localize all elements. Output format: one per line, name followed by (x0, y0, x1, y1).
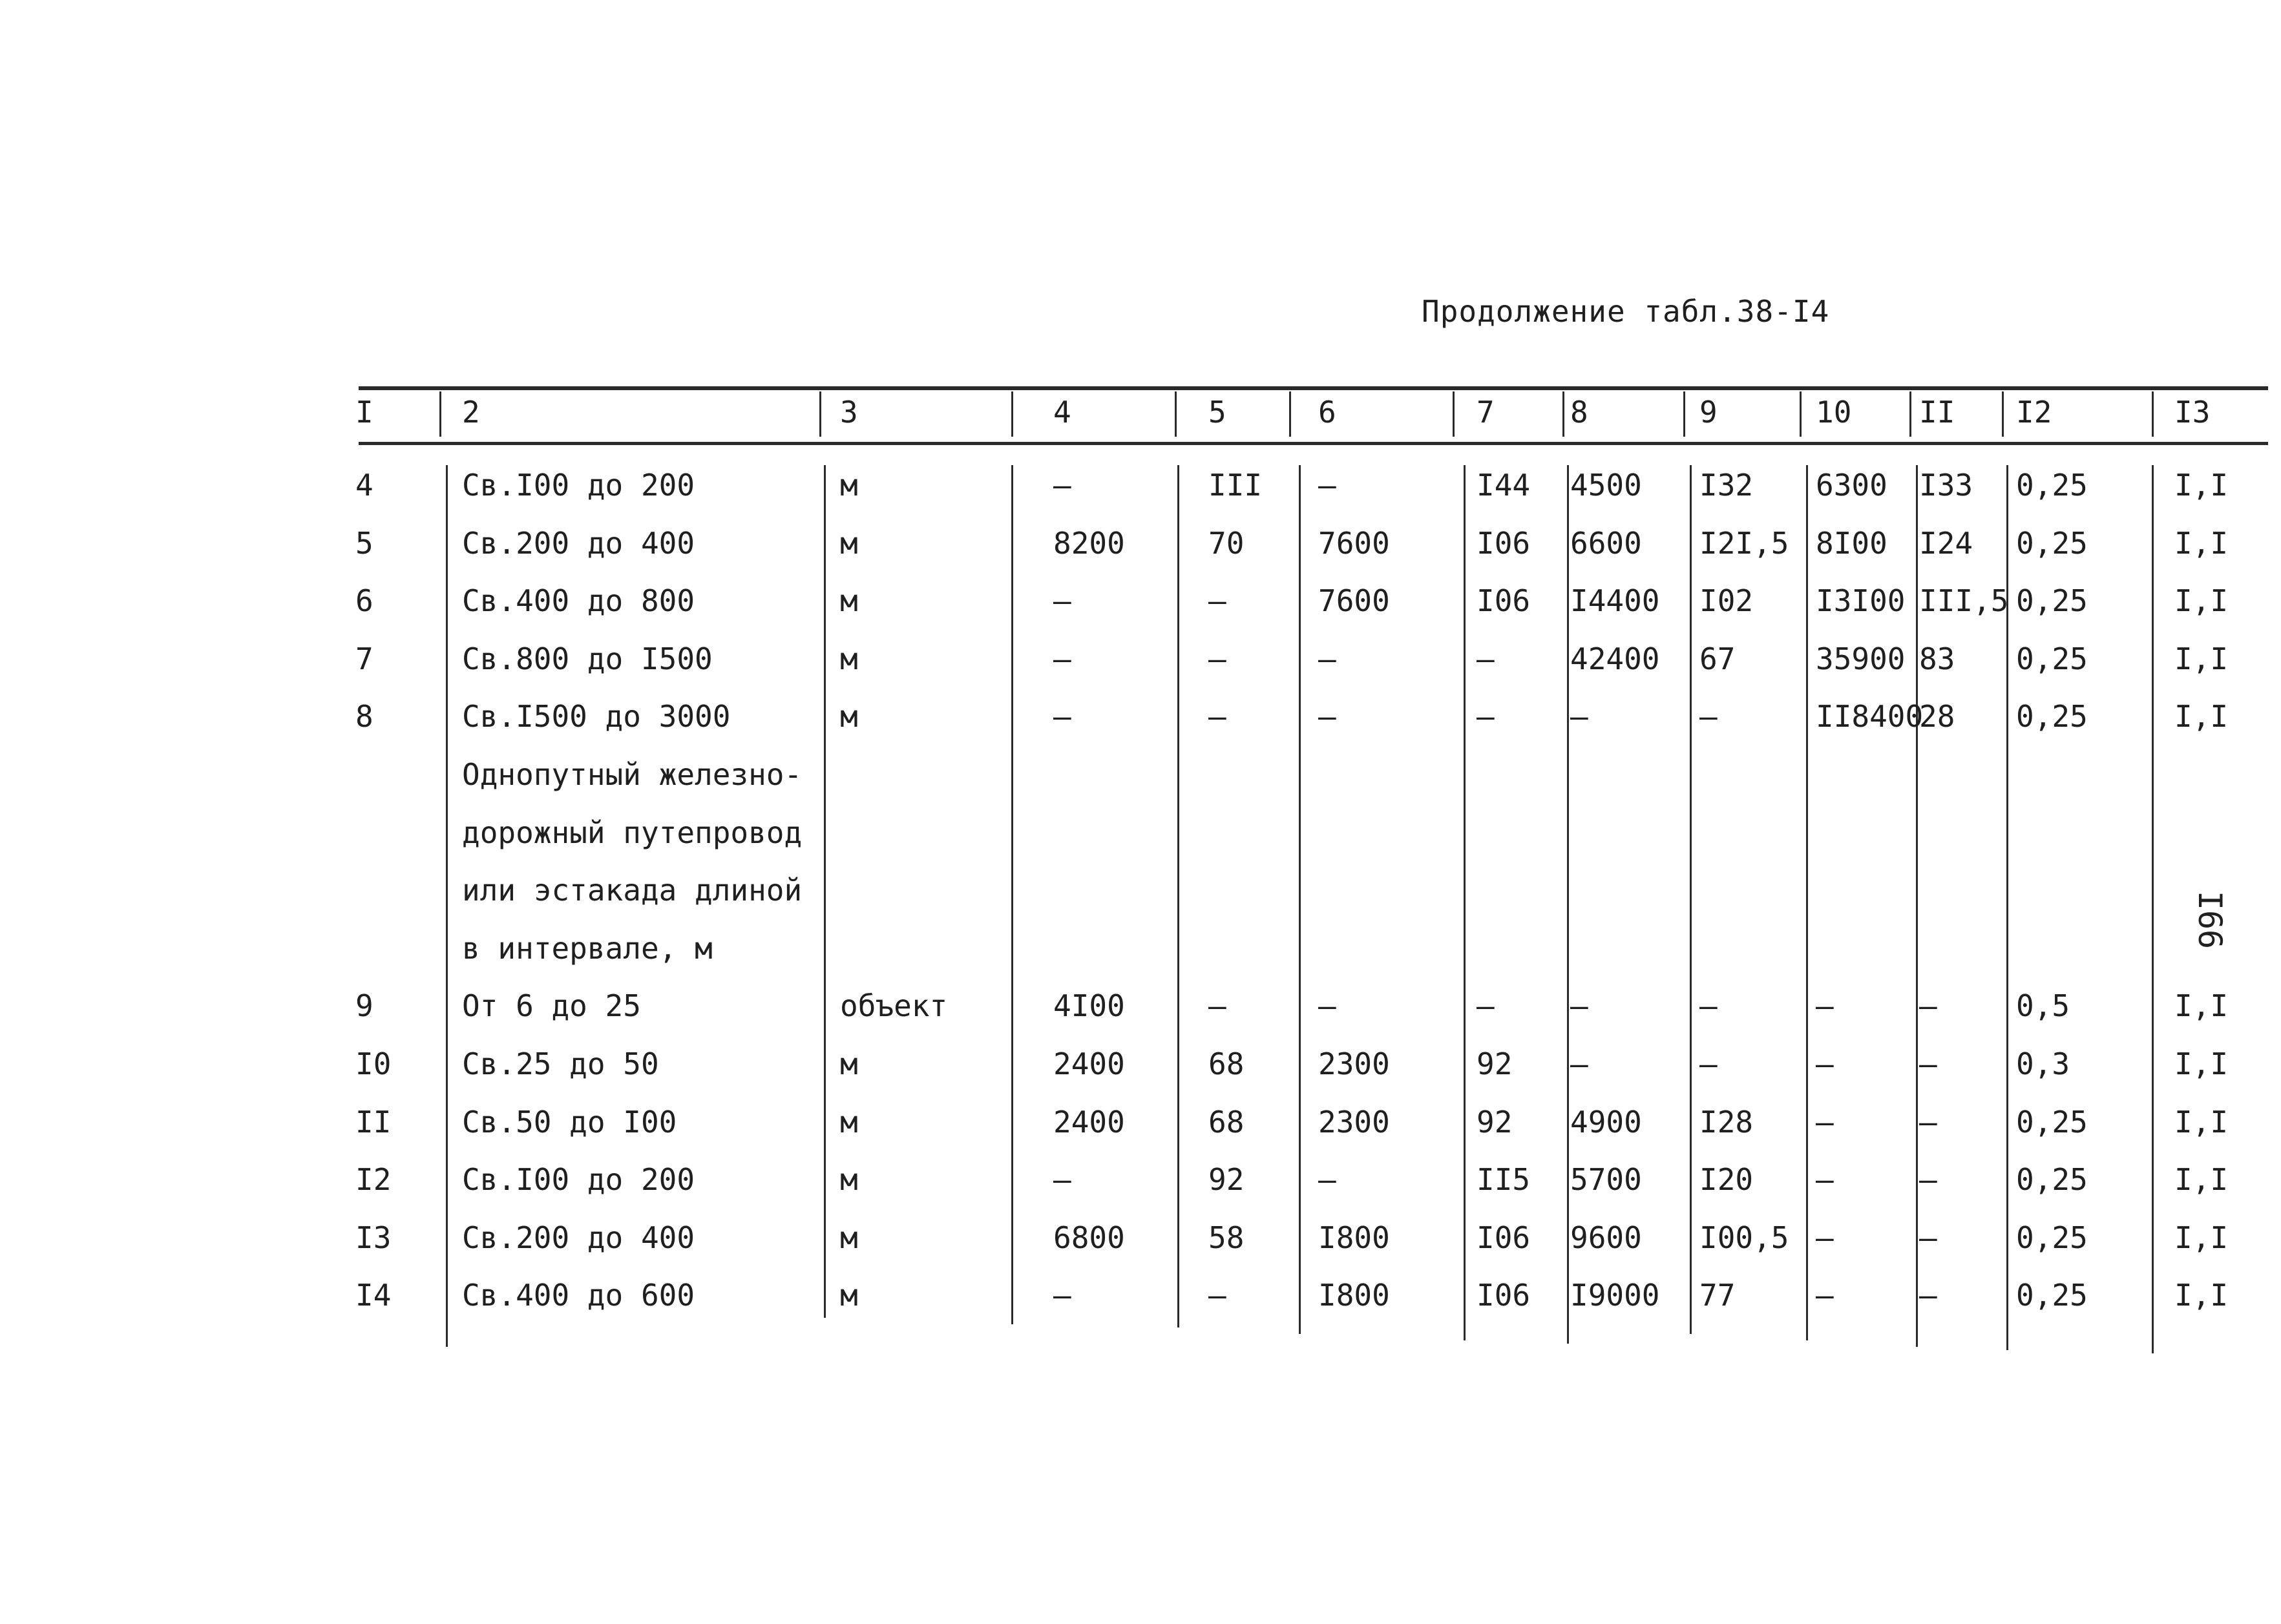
table-cell: – (1919, 1220, 1937, 1255)
table-cell: – (1208, 1278, 1226, 1313)
header-column-divider (2002, 391, 2004, 437)
column-divider (1806, 465, 1808, 1340)
table-cell: – (1816, 1104, 1834, 1140)
header-column-divider (1800, 391, 1802, 437)
header-cell: 10 (1816, 395, 1852, 430)
table-cell: I9000 (1570, 1278, 1660, 1313)
column-divider (446, 465, 448, 1347)
table-cell: – (1699, 988, 1718, 1024)
column-divider (1464, 465, 1466, 1340)
header-column-divider (819, 391, 821, 437)
header-cell: 3 (840, 395, 858, 430)
table-cell: – (1570, 699, 1588, 734)
table-cell: – (1816, 1278, 1834, 1313)
table-cell: Св.800 до I500 (462, 641, 713, 676)
table-cell: – (1208, 699, 1226, 734)
header-cell: I3 (2174, 395, 2211, 430)
table-cell: I,I (2174, 468, 2229, 503)
table-cell: 67 (1699, 641, 1736, 676)
table-cell: 0,25 (2016, 583, 2088, 619)
table-cell: 4900 (1570, 1104, 1642, 1140)
table-cell: Св.400 до 800 (462, 583, 695, 619)
table-cell: – (1919, 1278, 1937, 1313)
table-cell: III,5 (1919, 583, 2009, 619)
table-cell: – (1318, 1162, 1336, 1198)
table-cell: 58 (1208, 1220, 1245, 1255)
table-cell: Св.200 до 400 (462, 525, 695, 561)
header-cell: 6 (1318, 395, 1336, 430)
table-cell: Св.25 до 50 (462, 1046, 659, 1081)
header-column-divider (1909, 391, 1911, 437)
table-cell: 92 (1208, 1162, 1245, 1198)
table-cell: 5700 (1570, 1162, 1642, 1198)
table-cell: 28 (1919, 699, 1955, 734)
table-cell: 0,25 (2016, 1278, 2088, 1313)
header-cell: II (1919, 395, 1955, 430)
table-cell: Св.200 до 400 (462, 1220, 695, 1255)
table-cell: I4 (355, 1278, 392, 1313)
table-cell: дорожный путепровод (462, 815, 803, 850)
table-cell: 7 (355, 641, 373, 676)
table-cell: I,I (2174, 583, 2229, 619)
table-cell: Св.I00 до 200 (462, 468, 695, 503)
column-divider (1916, 465, 1918, 1347)
table-cell: 4I00 (1053, 988, 1125, 1024)
header-column-divider (1175, 391, 1177, 437)
table-cell: 2400 (1053, 1104, 1125, 1140)
table-cell: 7600 (1318, 525, 1390, 561)
table-cell: I2I,5 (1699, 525, 1789, 561)
table-cell: – (1919, 1162, 1937, 1198)
table-cell: м (840, 641, 858, 676)
table-cell: I06 (1477, 1220, 1531, 1255)
table-cell: м (840, 699, 858, 734)
table-cell: – (1816, 1046, 1834, 1081)
table-cell: I28 (1699, 1104, 1754, 1140)
table-cell: I4400 (1570, 583, 1660, 619)
table-cell: м (840, 1046, 858, 1081)
table-cell: I,I (2174, 1162, 2229, 1198)
table-caption: Продолжение табл.38-I4 (1422, 294, 1830, 329)
table-cell: 6 (355, 583, 373, 619)
table-cell: 7600 (1318, 583, 1390, 619)
table-cell: – (1208, 583, 1226, 619)
table-cell: объект (840, 988, 948, 1024)
table-cell: I02 (1699, 583, 1754, 619)
table-cell: Св.400 до 600 (462, 1278, 695, 1313)
header-column-divider (1011, 391, 1013, 437)
table-cell: 2300 (1318, 1046, 1390, 1081)
table-cell: III (1208, 468, 1263, 503)
table-cell: От 6 до 25 (462, 988, 641, 1024)
table-cell: 8200 (1053, 525, 1125, 561)
table-cell: I,I (2174, 1220, 2229, 1255)
table-cell: 0,25 (2016, 1220, 2088, 1255)
column-divider (824, 465, 826, 1318)
table-cell: – (1318, 699, 1336, 734)
table-cell: 0,25 (2016, 641, 2088, 676)
table-cell: 0,25 (2016, 525, 2088, 561)
column-divider (1690, 465, 1692, 1334)
table-cell: – (1816, 1220, 1834, 1255)
table-cell: – (1053, 1162, 1071, 1198)
table-cell: – (1318, 641, 1336, 676)
table-cell: – (1919, 1046, 1937, 1081)
table-cell: I20 (1699, 1162, 1754, 1198)
table-cell: 0,25 (2016, 1162, 2088, 1198)
table-cell: – (1699, 699, 1718, 734)
table-cell: 6600 (1570, 525, 1642, 561)
table-cell: I3 (355, 1220, 392, 1255)
table-cell: м (840, 583, 858, 619)
table-cell: I24 (1919, 525, 1973, 561)
table-cell: в интервале, м (462, 930, 713, 966)
table-cell: I06 (1477, 1278, 1531, 1313)
table-cell: 83 (1919, 641, 1955, 676)
table-cell: 0,25 (2016, 468, 2088, 503)
table-cell: 0,25 (2016, 699, 2088, 734)
header-cell: 8 (1570, 395, 1588, 430)
table-cell: 9 (355, 988, 373, 1024)
table-cell: – (1477, 641, 1495, 676)
table-cell: 2300 (1318, 1104, 1390, 1140)
table-cell: I,I (2174, 1046, 2229, 1081)
table-cell: II (355, 1104, 392, 1140)
table-cell: 4500 (1570, 468, 1642, 503)
header-column-divider (1562, 391, 1564, 437)
table-cell: I,I (2174, 1104, 2229, 1140)
table-cell: I,I (2174, 699, 2229, 734)
table-cell: 92 (1477, 1046, 1513, 1081)
header-column-divider (1453, 391, 1455, 437)
header-cell: 4 (1053, 395, 1071, 430)
table-top-rule (359, 386, 2268, 390)
table-cell: I32 (1699, 468, 1754, 503)
table-cell: – (1053, 583, 1071, 619)
table-cell: I0 (355, 1046, 392, 1081)
table-cell: – (1053, 468, 1071, 503)
table-cell: – (1318, 468, 1336, 503)
table-header-rule (359, 442, 2268, 445)
column-divider (1299, 465, 1301, 1334)
table-cell: 68 (1208, 1104, 1245, 1140)
table-cell: – (1318, 988, 1336, 1024)
column-divider (1567, 465, 1569, 1344)
table-cell: I,I (2174, 1278, 2229, 1313)
table-cell: 9600 (1570, 1220, 1642, 1255)
table-cell: I00,5 (1699, 1220, 1789, 1255)
column-divider (1011, 465, 1013, 1324)
table-cell: 92 (1477, 1104, 1513, 1140)
table-cell: – (1816, 1162, 1834, 1198)
column-divider (2152, 465, 2154, 1353)
table-cell: I800 (1318, 1220, 1390, 1255)
header-column-divider (439, 391, 441, 437)
table-cell: II8400 (1816, 699, 1924, 734)
table-cell: I06 (1477, 525, 1531, 561)
table-cell: 8 (355, 699, 373, 734)
table-cell: Св.I00 до 200 (462, 1162, 695, 1198)
table-cell: – (1477, 699, 1495, 734)
table-cell: м (840, 468, 858, 503)
header-column-divider (1683, 391, 1685, 437)
table-cell: 0,25 (2016, 1104, 2088, 1140)
table-cell: I44 (1477, 468, 1531, 503)
table-cell: – (1053, 1278, 1071, 1313)
table-cell: – (1208, 988, 1226, 1024)
page-number: I66 (2191, 890, 2229, 950)
table-cell: 8I00 (1816, 525, 1887, 561)
column-divider (1177, 465, 1179, 1327)
table-cell: 4 (355, 468, 373, 503)
header-column-divider (1289, 391, 1291, 437)
header-cell: I2 (2016, 395, 2052, 430)
table-cell: I800 (1318, 1278, 1390, 1313)
table-cell: 68 (1208, 1046, 1245, 1081)
table-cell: 2400 (1053, 1046, 1125, 1081)
table-cell: 6300 (1816, 468, 1887, 503)
table-cell: м (840, 1162, 858, 1198)
table-cell: или эстакада длиной (462, 873, 803, 908)
table-cell: – (1919, 1104, 1937, 1140)
table-cell: – (1477, 988, 1495, 1024)
table-cell: м (840, 1278, 858, 1313)
table-cell: м (840, 525, 858, 561)
table-cell: I,I (2174, 525, 2229, 561)
header-column-divider (2152, 391, 2154, 437)
table-cell: Св.50 до I00 (462, 1104, 677, 1140)
table-cell: – (1570, 988, 1588, 1024)
header-cell: 9 (1699, 395, 1718, 430)
table-cell: – (1816, 988, 1834, 1024)
table-cell: 77 (1699, 1278, 1736, 1313)
table-cell: 5 (355, 525, 373, 561)
table-cell: 0,3 (2016, 1046, 2070, 1081)
table-cell: I2 (355, 1162, 392, 1198)
table-cell: – (1053, 699, 1071, 734)
header-cell: 7 (1477, 395, 1495, 430)
table-cell: I,I (2174, 988, 2229, 1024)
table-cell: I33 (1919, 468, 1973, 503)
header-cell: I (355, 395, 373, 430)
table-cell: Св.I500 до 3000 (462, 699, 731, 734)
table-cell: – (1053, 641, 1071, 676)
table-cell: – (1570, 1046, 1588, 1081)
table-cell: м (840, 1220, 858, 1255)
table-cell: 70 (1208, 525, 1245, 561)
table-cell: 0,5 (2016, 988, 2070, 1024)
table-cell: 35900 (1816, 641, 1906, 676)
table-cell: – (1208, 641, 1226, 676)
header-cell: 5 (1208, 395, 1226, 430)
table-cell: I3I00 (1816, 583, 1906, 619)
header-cell: 2 (462, 395, 480, 430)
table-cell: I,I (2174, 641, 2229, 676)
table-cell: II5 (1477, 1162, 1531, 1198)
table-cell: 6800 (1053, 1220, 1125, 1255)
table-cell: I06 (1477, 583, 1531, 619)
table-cell: – (1919, 988, 1937, 1024)
table-cell: – (1699, 1046, 1718, 1081)
table-cell: Однопутный железно- (462, 757, 803, 792)
table-cell: м (840, 1104, 858, 1140)
table-cell: 42400 (1570, 641, 1660, 676)
